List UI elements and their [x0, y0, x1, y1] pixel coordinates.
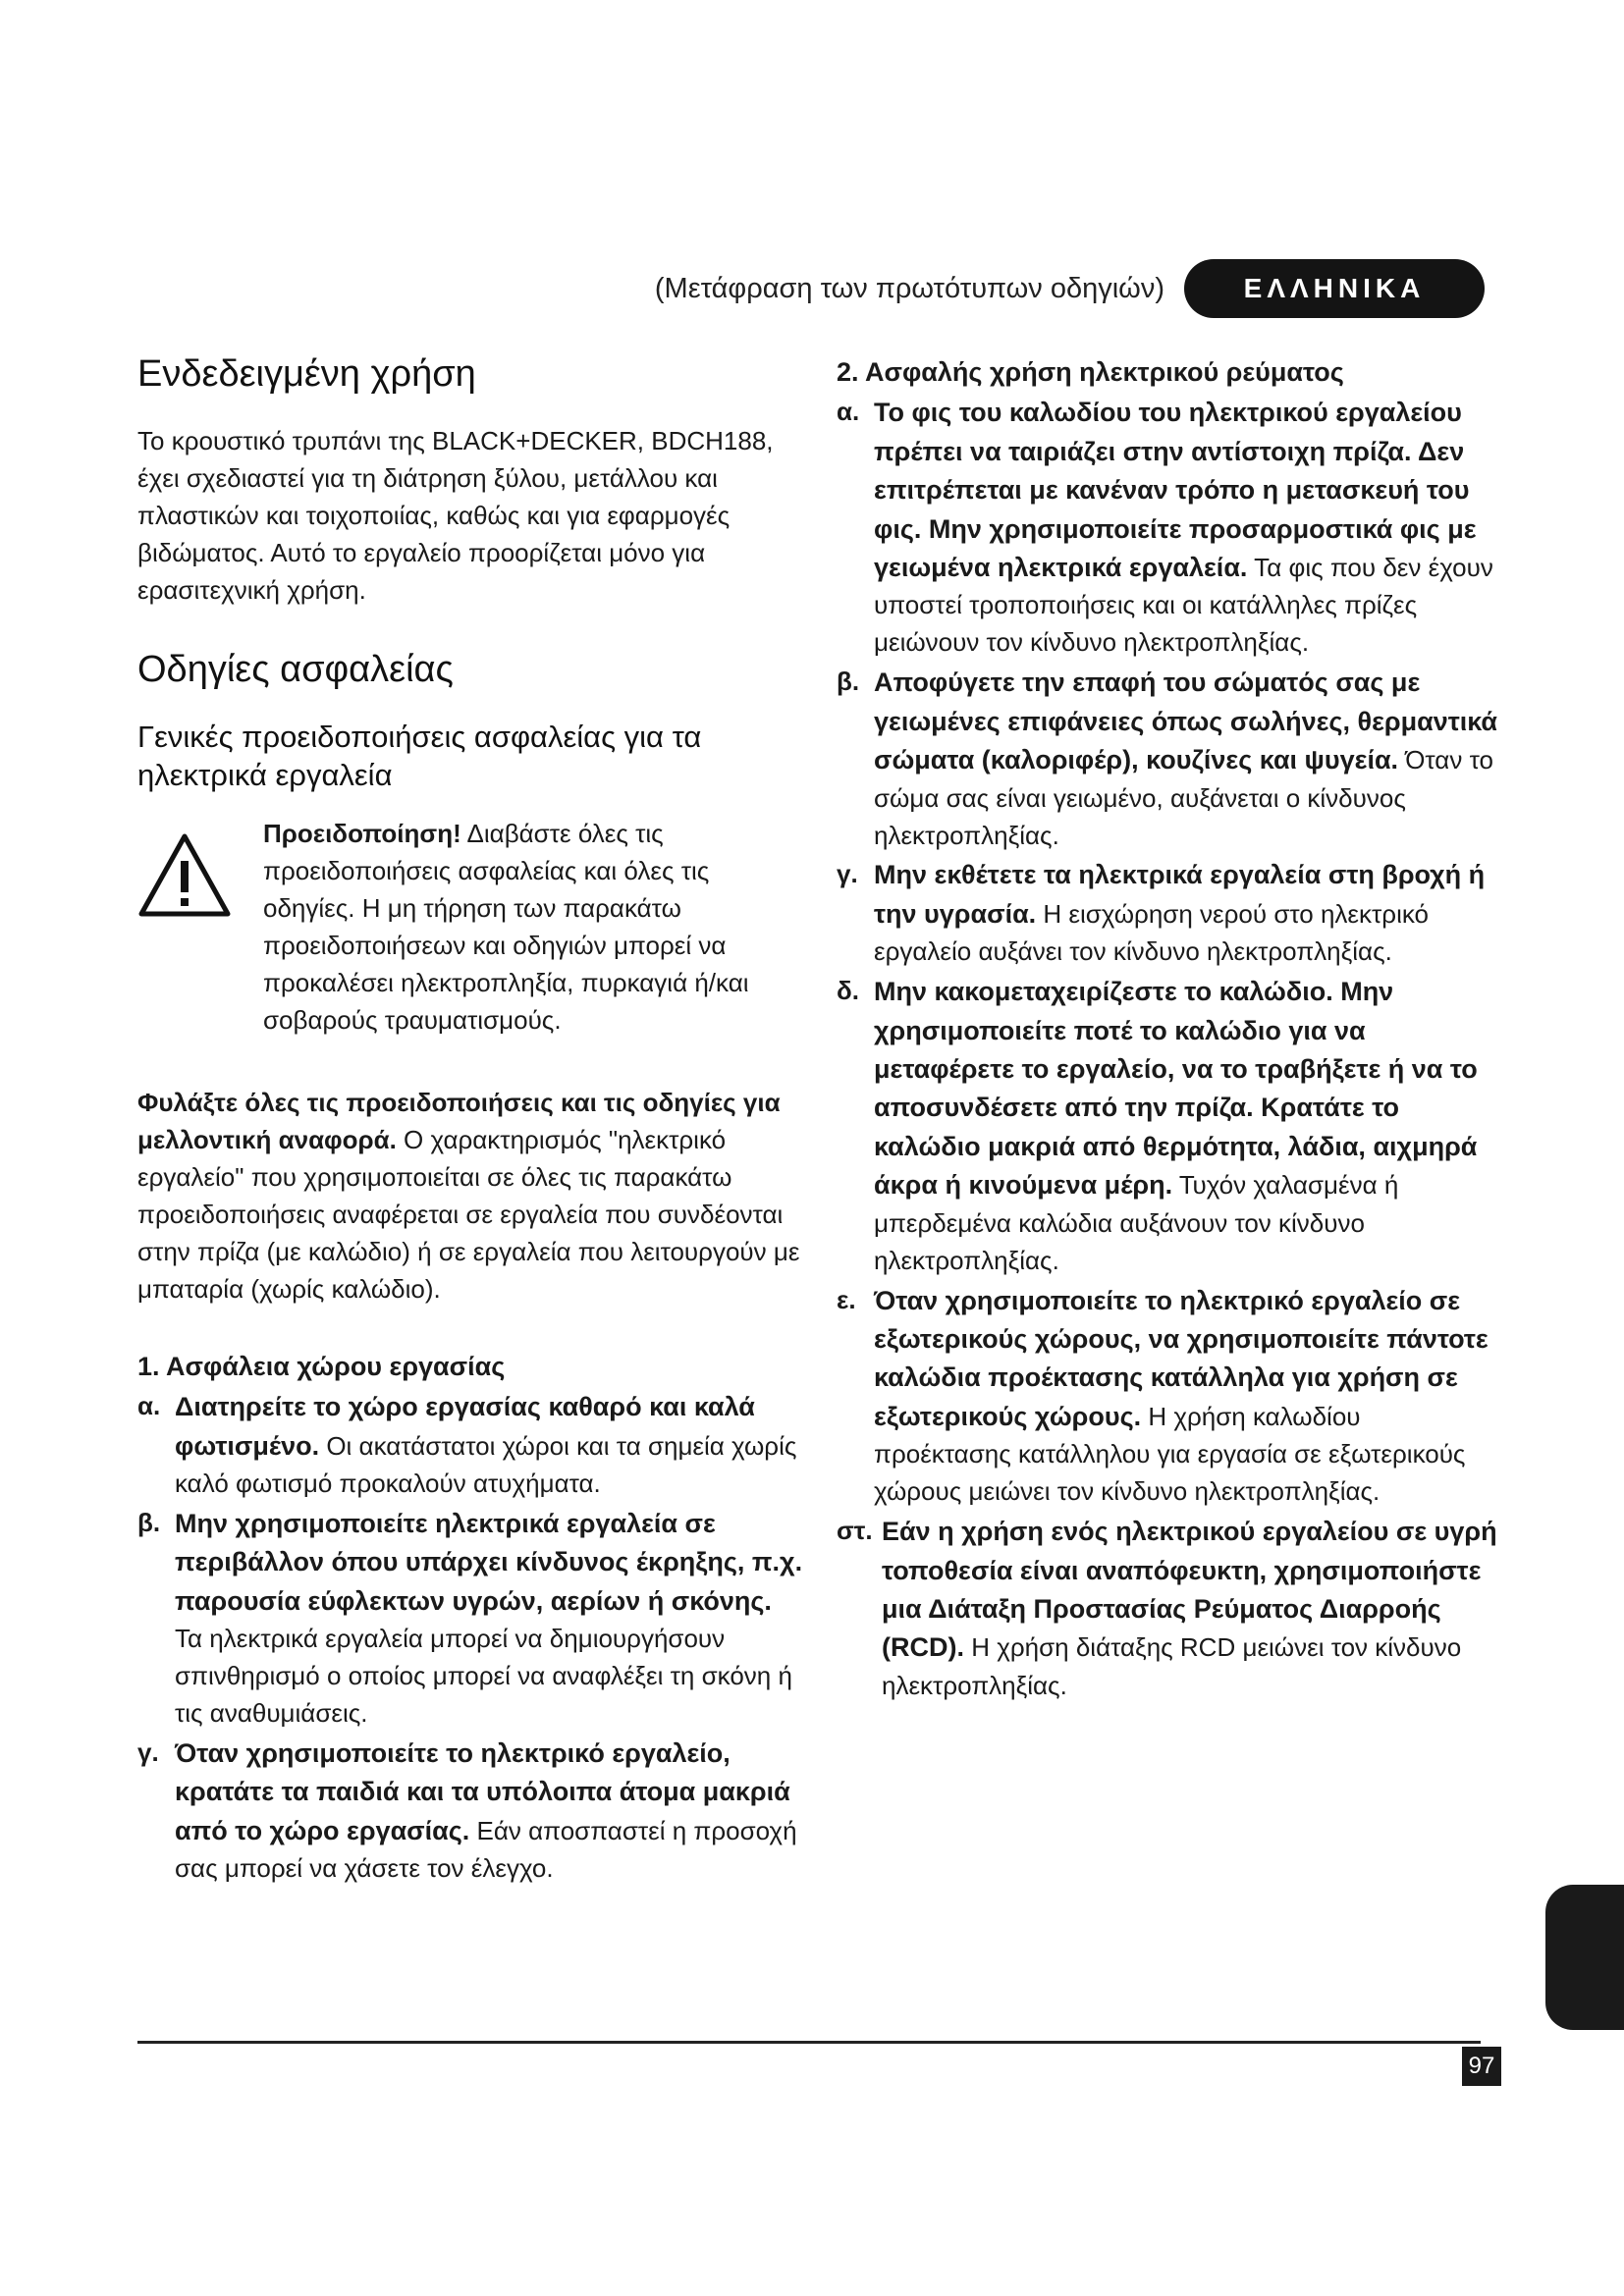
- item-bold-text: Μην κακομεταχειρίζεστε το καλώδιο. Μην χρησιμοποιείτε ποτέ το καλώδιο για να μεταφέρετε το εργαλείο, να το τραβήξετε ή να το αποσυνδέσετε από την πρίζα. Κρατάτε το καλώδιο μακριά από θερμότητα, λάδια, αιχμηρά άκρα ή κινούμενα μέρη.: [874, 977, 1478, 1201]
- warning-triangle-icon: [137, 816, 263, 1040]
- item-label: α.: [137, 1391, 161, 1421]
- item-bold-text: Εάν η χρήση ενός ηλεκτρικού εργαλείου σε υγρή τοποθεσία είναι αναπόφευκτη, χρησιμοποιήστε μια Διάταξη Προστασίας Ρεύματος Διαρροής (RCD).: [882, 1517, 1497, 1663]
- item-label: γ.: [137, 1736, 159, 1767]
- warning-block: [137, 816, 805, 1040]
- section2-item-f: [837, 1513, 1504, 1705]
- keep-instructions-text: Ο χαρακτηρισμός "ηλεκτρικό εργαλείο" που χρησιμοποιείται σε όλες τις παρακάτω προειδοποιήσεις αναφέρεται σε εργαλεία που συνδέονται στην πρίζα (με καλώδιο) ή σε εργαλεία που λειτουργούν με μπαταρία (χωρίς καλώδιο).: [137, 1124, 800, 1304]
- item-label: ε.: [837, 1284, 856, 1314]
- footer-divider: [137, 2041, 1481, 2044]
- item-text: Η χρήση καλωδίου προέκτασης κατάλληλου για εργασία σε εξωτερικούς χώρους μειώνει τον κίνδυνο ηλεκτροπληξίας.: [874, 1401, 1466, 1507]
- page-number: 97: [1462, 2047, 1501, 2086]
- section2-item-a: [837, 394, 1504, 662]
- language-badge: ΕΛΛΗΝΙΚΑ: [1184, 259, 1485, 318]
- item-bold-text: Μην χρησιμοποιείτε ηλεκτρικά εργαλεία σε περιβάλλον όπου υπάρχει κίνδυνος έκρηξης, π.χ. παρουσία εύφλεκτων υγρών, αερίων ή σκόνης.: [175, 1508, 803, 1616]
- section2-item-d: [837, 973, 1504, 1279]
- edge-tab: [1545, 1885, 1624, 2030]
- item-text: Η χρήση διάταξης RCD μειώνει τον κίνδυνο ηλεκτροπληξίας.: [882, 1632, 1462, 1700]
- item-label: β.: [137, 1507, 161, 1537]
- item-bold-text: Αποφύγετε την επαφή του σώματός σας με γειωμένες επιφάνειες όπως σωλήνες, θερμαντικά σώματα (καλοριφέρ), κουζίνες και ψυγεία.: [874, 667, 1498, 775]
- intended-use-heading: Ενδεδειγμένη χρήση: [137, 353, 476, 395]
- item-text: Εάν αποσπαστεί η προσοχή σας μπορεί να χάσετε τον έλεγχο.: [175, 1815, 797, 1884]
- translation-note: (Μετάφραση των πρωτότυπων οδηγιών): [654, 272, 1164, 304]
- section2-item-c: [837, 856, 1504, 971]
- item-bold-text: Διατηρείτε το χώρο εργασίας καθαρό και καλά φωτισμένο.: [175, 1392, 755, 1461]
- general-warnings-heading: Γενικές προειδοποιήσεις ασφαλείας για τα ηλεκτρικά εργαλεία: [137, 719, 702, 792]
- item-text: Η εισχώρηση νερού στο ηλεκτρικό εργαλείο αυξάνει τον κίνδυνο ηλεκτροπληξίας.: [874, 898, 1429, 967]
- keep-instructions-paragraph: [137, 1085, 805, 1308]
- keep-instructions-bold: Φυλάξτε όλες τις προειδοποιήσεις και τις οδηγίες για μελλοντική αναφορά.: [137, 1087, 781, 1154]
- item-text: Τυχόν χαλασμένα ή μπερδεμένα καλώδια αυξάνουν τον κίνδυνο ηλεκτροπληξίας.: [874, 1170, 1399, 1275]
- section1-title: 1. Ασφάλεια χώρου εργασίας: [137, 1351, 506, 1381]
- item-label: γ.: [837, 859, 858, 889]
- warning-label: Προειδοποίηση!: [263, 819, 461, 849]
- section1-item-a: [137, 1388, 805, 1503]
- item-text: Όταν το σώμα σας είναι γειωμένο, αυξάνεται ο κίνδυνος ηλεκτροπληξίας.: [874, 745, 1493, 850]
- item-label: α.: [837, 397, 860, 427]
- page-header: [655, 259, 1485, 318]
- item-label: β.: [837, 667, 860, 697]
- intended-use-text: Το κρουστικό τρυπάνι της BLACK+DECKER, BDCH188, έχει σχεδιαστεί για τη διάτρηση ξύλου, μετάλλου και πλαστικών και τοιχοποιίας, καθώς και για εφαρμογές βιδώματος. Αυτό το εργαλείο προορίζεται μόνο για ερασιτεχνική χρήση.: [137, 426, 774, 605]
- item-label: δ.: [837, 976, 859, 1006]
- item-bold-text: Το φις του καλωδίου του ηλεκτρικού εργαλείου πρέπει να ταιριάζει στην αντίστοιχη πρίζα. Δεν επιτρέπεται με κανέναν τρόπο η μετασκευή του φις. Μην χρησιμοποιείτε προσαρμοστικά φις με γειωμένα ηλεκτρικά εργαλεία.: [874, 398, 1477, 583]
- left-column: [137, 353, 805, 1890]
- item-label: στ.: [837, 1516, 873, 1546]
- section2-item-b: [837, 664, 1504, 854]
- warning-paragraph: [263, 816, 805, 1040]
- item-text: Οι ακατάστατοι χώροι και τα σημεία χωρίς καλό φωτισμό προκαλούν ατυχήματα.: [175, 1430, 797, 1498]
- item-bold-text: Μην εκθέτετε τα ηλεκτρικά εργαλεία στη βροχή ή την υγρασία.: [874, 860, 1486, 929]
- safety-heading: Οδηγίες ασφαλείας: [137, 648, 454, 690]
- item-bold-text: Όταν χρησιμοποιείτε το ηλεκτρικό εργαλείο σε εξωτερικούς χώρους, να χρησιμοποιείτε πάντοτε καλώδια προέκτασης κατάλληλα για χρήση σε εξωτερικούς χώρους.: [874, 1285, 1489, 1431]
- section1-item-b: [137, 1505, 805, 1733]
- section2-title: 2. Ασφαλής χρήση ηλεκτρικού ρεύματος: [837, 357, 1344, 387]
- item-text: Τα φις που δεν έχουν υποστεί τροποποιήσεις και οι κατάλληλες πρίζες μειώνουν τον κίνδυνο ηλεκτροπληξίας.: [874, 553, 1493, 658]
- warning-text: Διαβάστε όλες τις προειδοποιήσεις ασφαλείας και όλες τις οδηγίες. Η μη τήρηση των παρακάτω προειδοποιήσεων και οδηγιών μπορεί να προκαλέσει ηλεκτροπληξία, πυρκαγιά ή/και σοβαρούς τραυματισμούς.: [263, 819, 749, 1036]
- item-text: Τα ηλεκτρικά εργαλεία μπορεί να δημιουργήσουν σπινθηρισμό ο οποίος μπορεί να αναφλέξει τη σκόνη ή τις αναθυμιάσεις.: [175, 1624, 792, 1728]
- section2-item-e: [837, 1282, 1504, 1512]
- section1-item-c: [137, 1735, 805, 1888]
- right-column: [837, 353, 1504, 1707]
- item-bold-text: Όταν χρησιμοποιείτε το ηλεκτρικό εργαλείο, κρατάτε τα παιδιά και τα υπόλοιπα άτομα μακριά από το χώρο εργασίας.: [175, 1737, 790, 1845]
